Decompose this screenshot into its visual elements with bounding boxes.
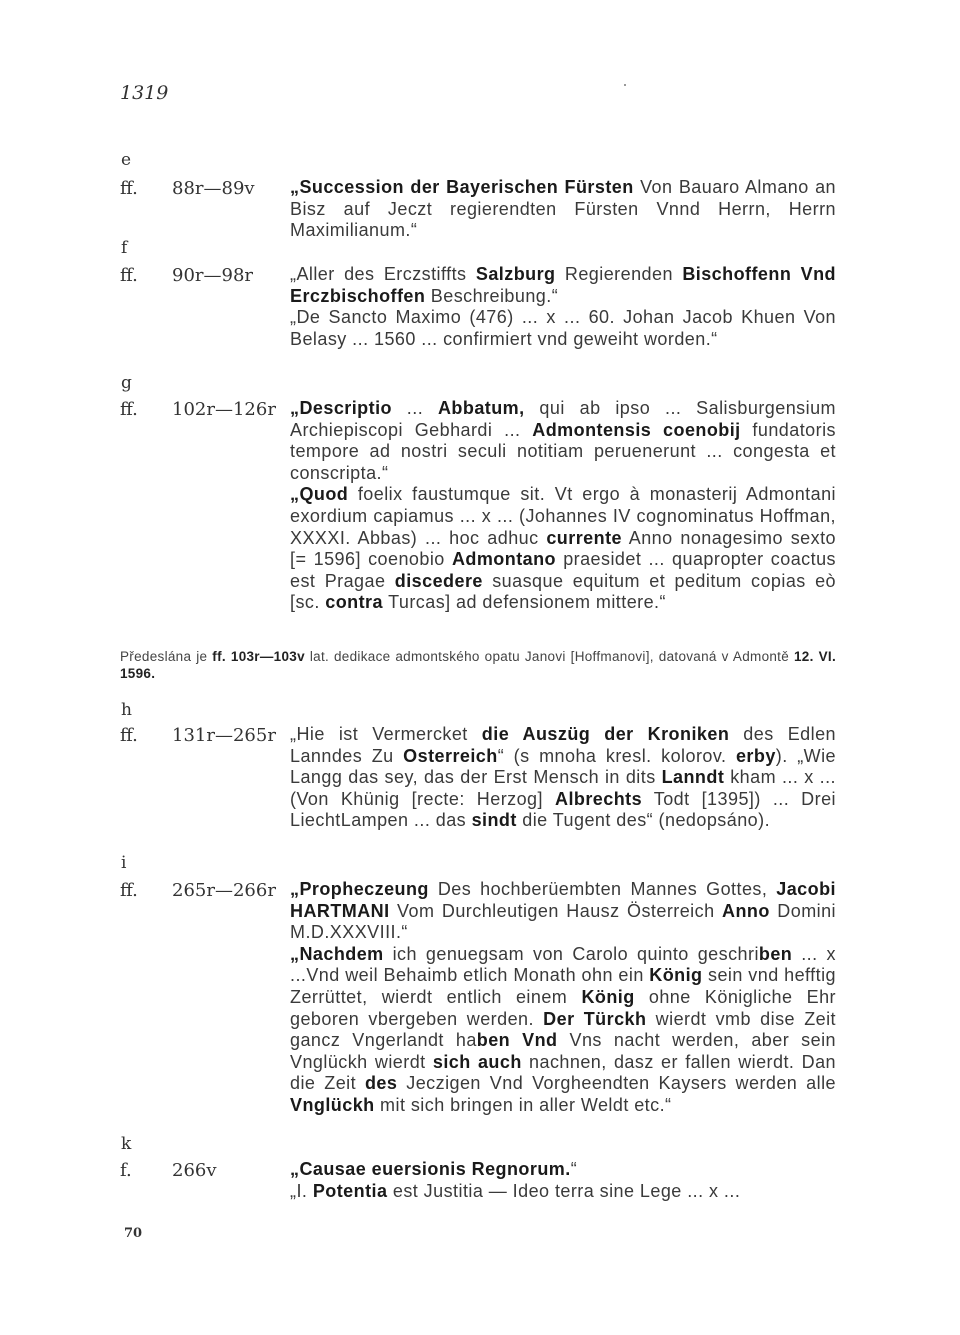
bold-text-run: discedere: [394, 570, 483, 591]
entry-text-e: [290, 177, 836, 242]
bold-text-run: „Succession der Bayerischen Fürsten: [290, 177, 641, 197]
bold-text-run: ben: [758, 943, 793, 964]
bold-text-run: Bischoffenn Vnd Erczbischoffen: [290, 264, 837, 306]
bold-text-run: Salzburg: [475, 264, 556, 284]
text-run: ... x ...Vnd weil Behaimb etlich Monath ohn ein: [290, 943, 836, 986]
text-run: fundatoris tempore ad nostri seculi notitiam peruenerunt ... congesta et conscripta.“: [290, 419, 836, 483]
bold-text-run: Der Türckh: [543, 1008, 647, 1029]
bold-text-run: Potentia: [312, 1180, 388, 1201]
bold-text-run: 12. VI. 1596.: [120, 649, 836, 681]
bold-text-run: Anno: [722, 900, 770, 921]
text-run: qui ab ipso ... Salisburgensium Archiepiscopi Gebhardi ...: [290, 398, 836, 440]
text-run: Jeczigen Vnd Vorgheendten Kaysers werden alle: [397, 1073, 836, 1094]
bold-text-run: König: [649, 965, 703, 986]
entry-folio-k: [120, 1160, 217, 1181]
text-run: Von Bauaro Almano an Bisz auf Jeczt regierendten Fürsten Vnnd Herrn, Herrn Maximilianum.“: [290, 177, 837, 241]
folio-range: 265r—266r: [172, 880, 276, 901]
entry-letter-k: k: [121, 1134, 132, 1154]
text-run: “: [570, 1159, 578, 1179]
folio-range: 88r—89v: [172, 178, 255, 199]
bold-text-run: die Auszüg der Kroniken: [481, 724, 730, 744]
page-number-top: 1319: [120, 82, 169, 104]
entry-letter-f: f: [121, 238, 128, 258]
text-run: des Edlen Lanndes Zu: [290, 724, 836, 766]
bold-text-run: „Propheczeung: [290, 879, 429, 899]
entry-folio-e: [120, 178, 255, 199]
text-run: Vns nacht werden, aber sein Vnglückh wierdt: [290, 1030, 836, 1072]
text-run: suasque equitum et peditum copias eò [sc.: [290, 570, 836, 613]
bold-text-run: Vnglückh: [290, 1094, 375, 1115]
text-run: ...: [391, 398, 438, 418]
bold-text-run: „Quod: [290, 484, 349, 505]
bold-text-run: Lanndt: [661, 767, 725, 788]
bold-text-run: sindt: [471, 810, 517, 831]
bold-text-run: sich auch: [432, 1051, 522, 1072]
text-run: ohne Königliche Ehr geboren vbergeben werden.: [290, 986, 836, 1029]
folio-range: 266v: [172, 1160, 217, 1181]
scan-speck: [624, 84, 626, 86]
bold-text-run: „Nachdem: [290, 943, 384, 964]
text-run: nachnen, dasz er fallen wierdt. Dan die Zeit: [290, 1051, 836, 1094]
bold-text-run: contra: [325, 592, 383, 613]
folio-prefix: ff.: [120, 265, 138, 286]
entry-text-k: [290, 1159, 836, 1202]
entry-letter-g: g: [121, 373, 132, 393]
entry-folio-h: [120, 725, 276, 746]
entry-folio-f: [120, 265, 254, 286]
bold-text-run: Abbatum,: [437, 398, 525, 418]
text-run: foelix faustumque sit. Vt ergo à monasterij Admontani exordium capiamus ... x ... (Johannes IV cognominatus Hoffman, XXXXI. Abbas) ... hoc adhuc: [290, 484, 836, 548]
bold-text-run: „Descriptio: [290, 398, 392, 418]
entry-paragraph: [290, 1159, 836, 1181]
text-run: Vom Durchleutigen Hausz Österreich: [389, 900, 723, 921]
bold-text-run: currente: [546, 527, 622, 548]
text-run: Turcas] ad defensionem mittere.“: [382, 592, 666, 613]
text-run: „I.: [290, 1180, 313, 1201]
folio-range: 102r—126r: [172, 399, 276, 420]
entry-text-i: [290, 879, 836, 1117]
folio-prefix: ff.: [120, 880, 138, 901]
entry-text-h: [290, 724, 836, 832]
text-run: mit sich bringen in aller Weldt etc.“: [374, 1094, 672, 1115]
bold-text-run: Admontano: [451, 549, 556, 570]
text-run: kham ... x ... (Von Khünig [recte: Herzog]: [290, 767, 836, 809]
bold-text-run: König: [581, 986, 635, 1007]
text-run: lat. dedikace admontského opatu Janovi [Hoffmanovi], datovaná v Admontě: [304, 649, 794, 664]
folio-prefix: f.: [120, 1160, 132, 1181]
bold-text-run: erby: [735, 745, 776, 766]
entry-paragraph: [290, 307, 836, 350]
text-run: est Justitia — Ideo terra sine Lege ... x ...: [387, 1180, 741, 1201]
entry-paragraph: [290, 944, 836, 1117]
entry-letter-e: e: [121, 150, 132, 170]
text-run: Předeslána je: [120, 649, 213, 664]
folio-prefix: ff.: [120, 399, 138, 420]
text-run: Beschreibung.“: [425, 285, 559, 306]
bold-text-run: Albrechts: [555, 788, 643, 809]
entry-letter-i: i: [121, 853, 127, 873]
text-run: „De Sancto Maximo (476) ... x ... 60. Johan Jacob Khuen Von Belasy ... 1560 ... confirmiert vnd geweiht worden.“: [290, 307, 836, 349]
text-run: Todt [1395]) ... Drei LiechtLampen ... das: [290, 788, 836, 831]
text-run: Regierenden: [555, 264, 683, 284]
entry-paragraph: [290, 398, 836, 484]
entry-note-g: [120, 648, 836, 682]
folio-range: 90r—98r: [172, 265, 254, 286]
bold-text-run: Admontensis coenobij: [532, 419, 741, 440]
folio-prefix: ff.: [120, 178, 138, 199]
bold-text-run: Osterreich: [403, 745, 498, 766]
entry-paragraph: [290, 177, 836, 242]
folio-range: 131r—265r: [172, 725, 276, 746]
page-number-bottom: 70: [124, 1226, 143, 1241]
entry-paragraph: [290, 1181, 836, 1203]
entry-paragraph: [290, 484, 836, 614]
entry-text-g: [290, 398, 836, 614]
entry-text-f: [290, 264, 836, 350]
entry-folio-g: [120, 399, 276, 420]
text-run: Anno nonagesimo sexto [= 1596] coenobio: [290, 527, 836, 570]
text-run: „Hie ist Vermercket: [290, 724, 482, 744]
bold-text-run: Jacobi HARTMANI: [290, 879, 836, 921]
text-run: ich genuegsam von Carolo quinto geschri: [383, 943, 759, 964]
entry-letter-h: h: [121, 700, 132, 720]
text-run: Des hochberüembten Mannes Gottes,: [428, 879, 777, 899]
entry-paragraph: [290, 264, 836, 307]
entry-paragraph: [290, 879, 836, 944]
text-run: Domini M.D.XXXVIII.“: [290, 900, 836, 943]
text-run: die Tugent des“ (nedopsáno).: [516, 810, 771, 831]
text-run: wierdt vmb dise Zeit gancz Vngerlandt ha: [290, 1008, 836, 1051]
text-run: „Aller des Erczstiffts: [290, 264, 476, 284]
bold-text-run: „Causae euersionis Regnorum.: [290, 1159, 571, 1179]
bold-text-run: ben Vnd: [476, 1030, 558, 1051]
bold-text-run: ff. 103r—103v: [212, 649, 305, 664]
text-run: praesidet ... quapropter coactus est Pragae: [290, 549, 836, 591]
folio-prefix: ff.: [120, 725, 138, 746]
entry-paragraph: [290, 724, 836, 832]
text-run: ). „Wie Langg das sey, das der Erst Mensch in dits: [290, 745, 836, 788]
text-run: “ (s mnoha kresl. kolorov.: [497, 745, 736, 766]
bold-text-run: des: [364, 1073, 398, 1094]
entry-folio-i: [120, 880, 276, 901]
text-run: sein vnd hefftig Zerrüttet, wierdt entlich einem: [290, 965, 836, 1007]
